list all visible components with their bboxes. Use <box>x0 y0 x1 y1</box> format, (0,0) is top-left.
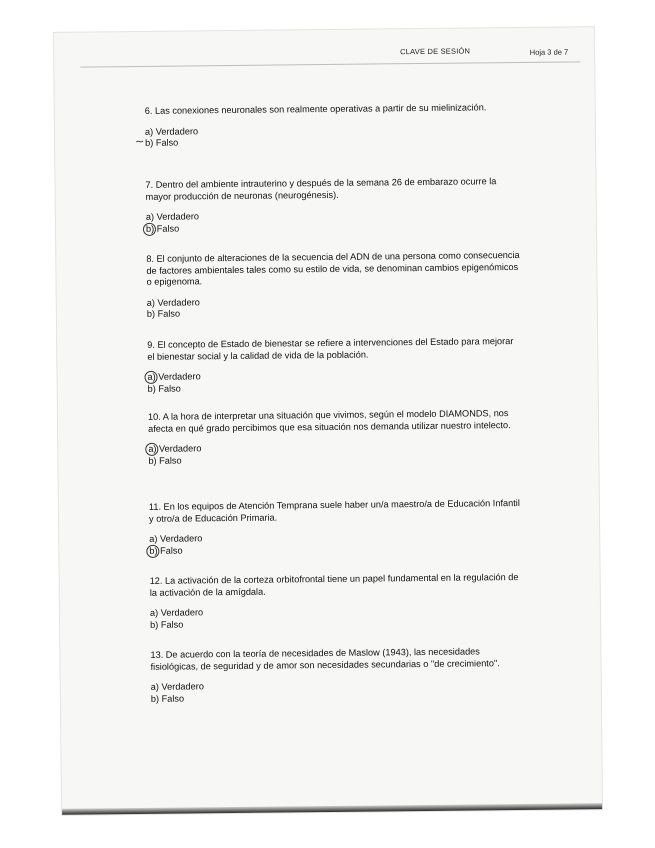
question-8 <box>146 250 522 320</box>
option-a: a) Verdadero <box>145 211 200 222</box>
option-a-label: a) Verdadero <box>148 443 202 454</box>
option-b: b) Falso <box>147 383 181 394</box>
question-text: 8. El conjunto de alteraciones de la secuencia del ADN de una persona como consecuencia de factores ambientales tales como su estilo de vida, se denominan cambios epigenómicos o epigenoma. <box>146 249 520 287</box>
question-text: 11. En los equipos de Atención Temprana suele haber un/a maestro/a de Educación Infantil y otro/a de Educación Primaria. <box>148 497 520 524</box>
session-key-label: CLAVE DE SESIÓN <box>400 46 471 57</box>
option-a: a) Verdadero <box>146 296 200 308</box>
answer-circle-icon <box>144 371 157 384</box>
question-text: 7. Dentro del ambiente intrauterino y después de la semana 26 de embarazo ocurre la mayor producción de neuronas (neurogénesis). <box>145 176 497 202</box>
option-b: b) Falso <box>148 455 182 466</box>
option-a-label: a) Verdadero <box>147 371 201 382</box>
question-9 <box>147 336 523 395</box>
option-a: a) Verdadero <box>149 533 203 544</box>
option-a: a) Verdadero <box>149 607 204 618</box>
question-6 <box>145 102 520 149</box>
answer-circle-icon <box>146 544 159 557</box>
page-number: Hoja 3 de 7 <box>529 47 569 57</box>
option-b-label: b) Falso <box>145 223 180 234</box>
question-10 <box>148 408 524 467</box>
question-13 <box>150 646 526 705</box>
option-a: a) Verdadero <box>150 681 204 692</box>
option-a: a) Verdadero <box>144 125 199 137</box>
option-b: b) Falso <box>145 137 179 148</box>
question-12 <box>150 572 526 631</box>
answer-circle-icon <box>145 443 158 456</box>
question-text: 10. A la hora de interpretar una situación que vivimos, según el modelo DIAMONDS, nos afecta en qué grado percibimos que esa situación nos demanda utilizar nuestro intelecto. <box>147 408 511 434</box>
question-text: 6. Las conexiones neuronales son realmente operativas a partir de su mielinización. <box>144 102 487 116</box>
question-11 <box>149 498 525 557</box>
pen-mark-icon: ~ <box>134 134 145 149</box>
page-header <box>80 33 580 67</box>
option-b: b) Falso <box>150 693 185 704</box>
exam-sheet <box>54 27 602 815</box>
question-text: 13. De acuerdo con la teoría de necesidades de Maslow (1943), las necesidades fisiológicas, de seguridad y de amor son necesidades secundarias o "de crecimiento". <box>150 646 500 672</box>
question-text: 12. La activación de la corteza orbitofrontal tiene un papel fundamental en la regulación de la activación de la amígdala. <box>149 572 519 598</box>
answer-circle-icon <box>143 222 156 235</box>
option-b: b) Falso <box>146 308 181 319</box>
question-text: 9. El concepto de Estado de bienestar se refiere a intervenciones del Estado para mejorar el bienestar social y la calidad de vida de la población. <box>147 336 514 362</box>
option-b: b) Falso <box>150 619 184 630</box>
question-7 <box>145 176 521 235</box>
option-b-label: b) Falso <box>149 545 183 556</box>
